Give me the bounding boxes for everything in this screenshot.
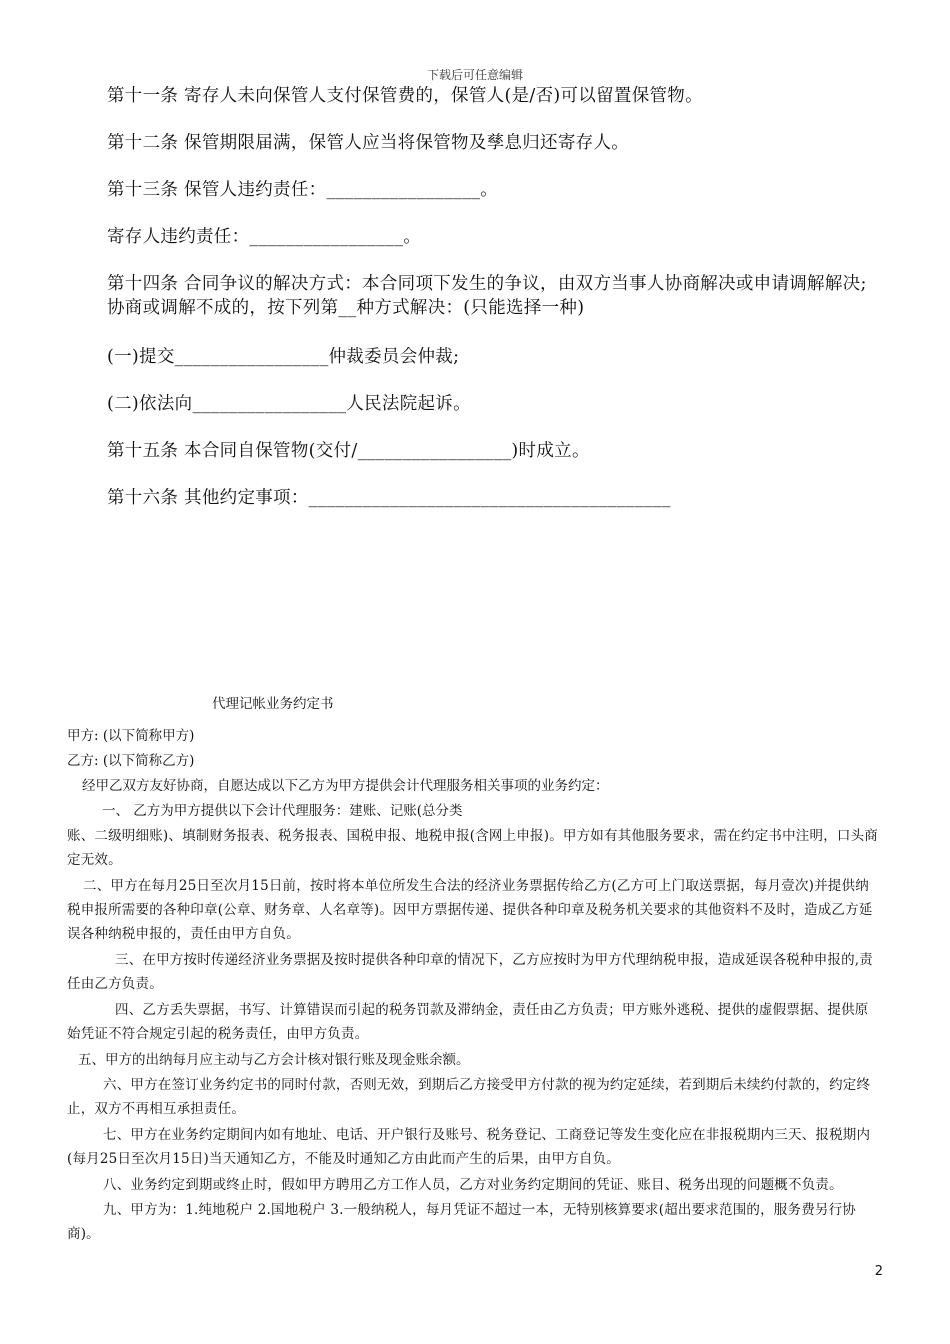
article-16: 第十六条 其他约定事项：________________________________________ (107, 488, 671, 508)
page-header: 下载后可任意编辑 (426, 68, 523, 82)
agreement-title: 代理记帐业务约定书 (212, 696, 334, 712)
item-2: 二、甲方在每月25日至次月15日前，按时将本单位所发生合法的经济业务票据传给乙方(乙方可上门取送票据，每月壹次)并提供纳税申报所需要的各种印章(公章、财务章、人名章等)。因甲方票据传递、提供各种印章及税务机关要求的其他资料不及时，造成乙方延误各种纳税申报的，责任由甲方自负。 (67, 878, 873, 942)
item-3: 三、在甲方按时传递经济业务票据及按时提供各种印章的情况下，乙方应按时为甲方代理纳税申报，造成延误各税种申报的,责任由乙方负责。 (67, 952, 873, 992)
item-1-first-line: 一、 乙方为甲方提供以下会计代理服务：建账、记账(总分类 (102, 803, 463, 819)
party-a: 甲方: (以下简称甲方) (67, 728, 195, 744)
article-13: 第十三条 保管人违约责任：_________________。 (107, 180, 499, 200)
article-11: 第十一条 寄存人未向保管人支付保管费的，保管人(是/否)可以留置保管物。 (107, 86, 703, 106)
item-5: 五、甲方的出纳每月应主动与乙方会计核对银行账及现金账余额。 (78, 1052, 470, 1068)
item-7: 七、甲方在业务约定期间内如有地址、电话、开户银行及账号、税务登记、工商登记等发生变化应在非报税期内三天、报税期内(每月25日至次月15日)当天通知乙方，不能及时通知乙方由此而产生的后果，由甲方自负。 (67, 1127, 871, 1167)
dispute-option-1: (一)提交_________________仲裁委员会仲裁; (107, 347, 460, 367)
article-14 (107, 272, 882, 320)
article-12: 第十二条 保管期限届满，保管人应当将保管物及孳息归还寄存人。 (107, 133, 630, 153)
item-4: 四、乙方丢失票据，书写、计算错误而引起的税务罚款及滞纳金，责任由乙方负责；甲方账外逃税、提供的虚假票据、提供原始凭证不符合规定引起的税务责任，由甲方负责。 (67, 1002, 869, 1042)
item-9: 九、甲方为：1.纯地税户 2.国地税户 3.一般纳税人，每月凭证不超过一本，无特别核算要求(超出要求范围的，服务费另行协商)。 (67, 1202, 856, 1242)
article-14-text: 第十四条 合同争议的解决方式：本合同项下发生的争议，由双方当事人协商解决或申请调解解决;协商或调解不成的，按下列第__种方式解决：(只能选择一种) (107, 274, 867, 318)
article-15: 第十五条 本合同自保管物(交付/_________________)时成立。 (107, 441, 590, 461)
item-8: 八、业务约定到期或终止时，假如甲方聘用乙方工作人员，乙方对业务约定期间的凭证、账目、税务出现的问题概不负责。 (103, 1177, 843, 1193)
item-1-rest: 账、二级明细账)、填制财务报表、税务报表、国税申报、地税申报(含网上申报)。甲方如有其他服务要求，需在约定书中注明，口头商定无效。 (67, 828, 878, 868)
item-6: 六、甲方在签订业务约定书的同时付款，否则无效，到期后乙方接受甲方付款的视为约定延续，若到期后未续约付款的，约定终止，双方不再相互承担责任。 (67, 1077, 871, 1117)
depositor-liability: 寄存人违约责任：_________________。 (107, 227, 422, 247)
dispute-option-2: (二)依法向_________________人民法院起诉。 (107, 394, 471, 414)
page-number: 2 (874, 1264, 883, 1279)
party-b: 乙方: (以下简称乙方) (67, 753, 195, 769)
agreement-intro: 经甲乙双方友好协商，自愿达成以下乙方为甲方提供会计代理服务相关事项的业务约定： (82, 778, 609, 794)
